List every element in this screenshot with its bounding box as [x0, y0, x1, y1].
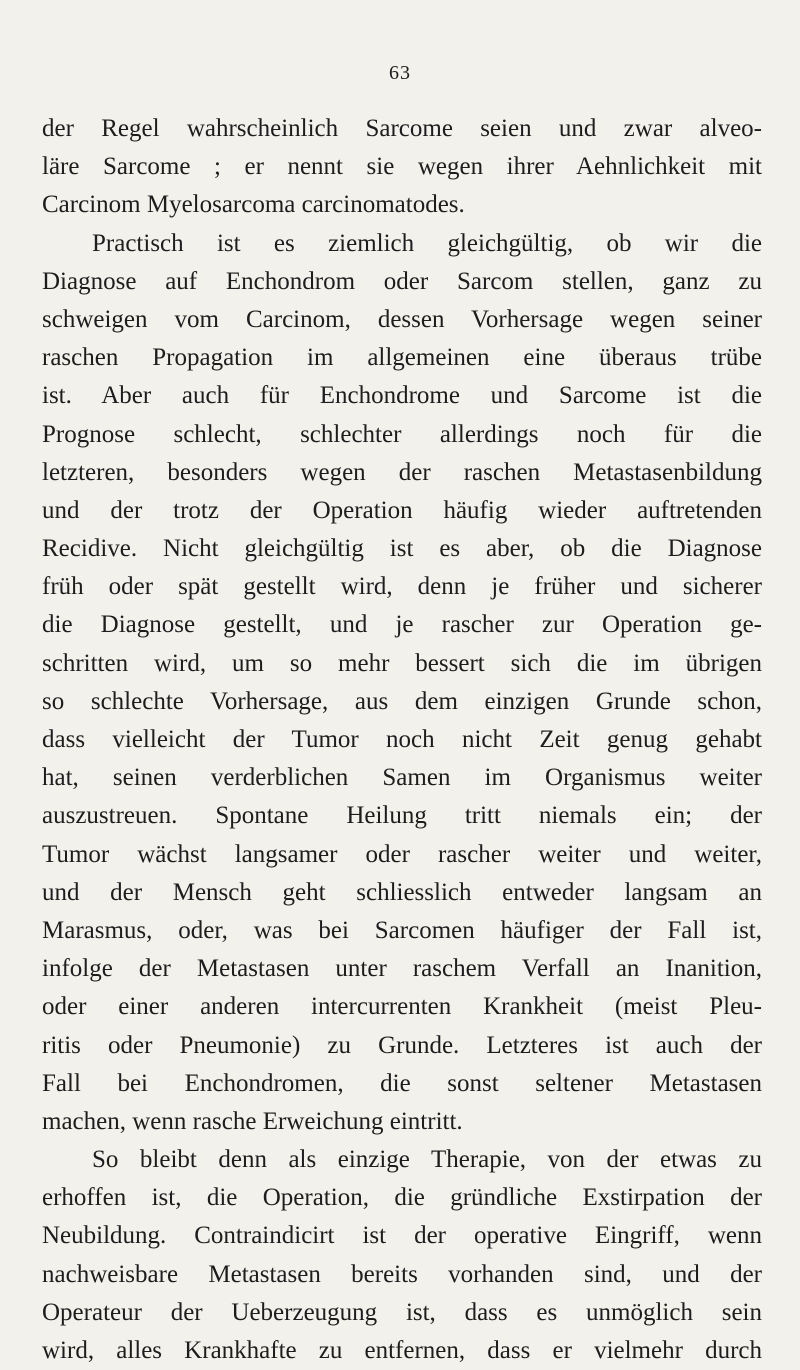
- text-line: Fall bei Enchondromen, die sonst seltener Metastasen: [42, 1069, 762, 1097]
- text-line: schweigen vom Carcinom, dessen Vorhersage wegen seiner: [42, 305, 762, 333]
- text-line: So bleibt denn als einzige Therapie, von der etwas zu: [92, 1146, 762, 1174]
- text-line: der Regel wahrscheinlich Sarcome seien und zwar alveo-: [42, 115, 762, 142]
- text-line: und der trotz der Operation häufig wieder auftretenden: [42, 496, 762, 524]
- text-line: Carcinom Myelosarcoma carcinomatodes.: [42, 191, 465, 219]
- text-line: so schlechte Vorhersage, aus dem einzigen Grunde schon,: [42, 687, 762, 715]
- text-line: Recidive. Nicht gleichgültig ist es aber, ob die Diagnose: [42, 535, 762, 563]
- text-line: ritis oder Pneumonie) zu Grunde. Letzteres ist auch der: [42, 1031, 762, 1059]
- text-line: die Diagnose gestellt, und je rascher zur Operation ge-: [42, 611, 762, 639]
- text-line: machen, wenn rasche Erweichung eintritt.: [42, 1107, 463, 1135]
- text-line: Operateur der Ueberzeugung ist, dass es unmöglich sein: [42, 1298, 762, 1326]
- text-line: Neubildung. Contraindicirt ist der operative Eingriff, wenn: [42, 1222, 762, 1250]
- text-line: läre Sarcome ; er nennt sie wegen ihrer Aehnlichkeit mit: [42, 153, 762, 181]
- text-line: Prognose schlecht, schlechter allerdings noch für die: [42, 420, 762, 448]
- text-line: wird, alles Krankhafte zu entfernen, dass er vielmehr durch: [42, 1337, 762, 1364]
- text-line: erhoffen ist, die Operation, die gründliche Exstirpation der: [42, 1184, 762, 1212]
- text-line: letzteren, besonders wegen der raschen Metastasenbildung: [42, 458, 762, 486]
- text-line: infolge der Metastasen unter raschem Verfall an Inanition,: [42, 955, 762, 983]
- text-line: schritten wird, um so mehr bessert sich die im übrigen: [42, 649, 762, 677]
- text-line: früh oder spät gestellt wird, denn je früher und sicherer: [42, 573, 762, 601]
- text-line: Diagnose auf Enchondrom oder Sarcom stellen, ganz zu: [42, 267, 762, 295]
- text-line: raschen Propagation im allgemeinen eine überaus trübe: [42, 344, 762, 372]
- text-line: Tumor wächst langsamer oder rascher weiter und weiter,: [42, 840, 762, 868]
- text-line: ist. Aber auch für Enchondrome und Sarcome ist die: [42, 382, 762, 410]
- text-line: auszustreuen. Spontane Heilung tritt niemals ein; der: [42, 802, 762, 830]
- text-line: und der Mensch geht schliesslich entweder langsam an: [42, 878, 762, 906]
- text-line: dass vielleicht der Tumor noch nicht Zeit genug gehabt: [42, 726, 762, 753]
- text-line: Practisch ist es ziemlich gleichgültig, ob wir die: [92, 229, 762, 257]
- page-number: 63: [389, 62, 411, 84]
- text-line: oder einer anderen intercurrenten Krankheit (meist Pleu-: [42, 993, 762, 1021]
- text-line: hat, seinen verderblichen Samen im Organismus weiter: [42, 764, 762, 792]
- text-line: nachweisbare Metastasen bereits vorhanden sind, und der: [42, 1260, 762, 1288]
- text-line: Marasmus, oder, was bei Sarcomen häufiger der Fall ist,: [42, 916, 762, 944]
- body-text: [42, 110, 762, 1370]
